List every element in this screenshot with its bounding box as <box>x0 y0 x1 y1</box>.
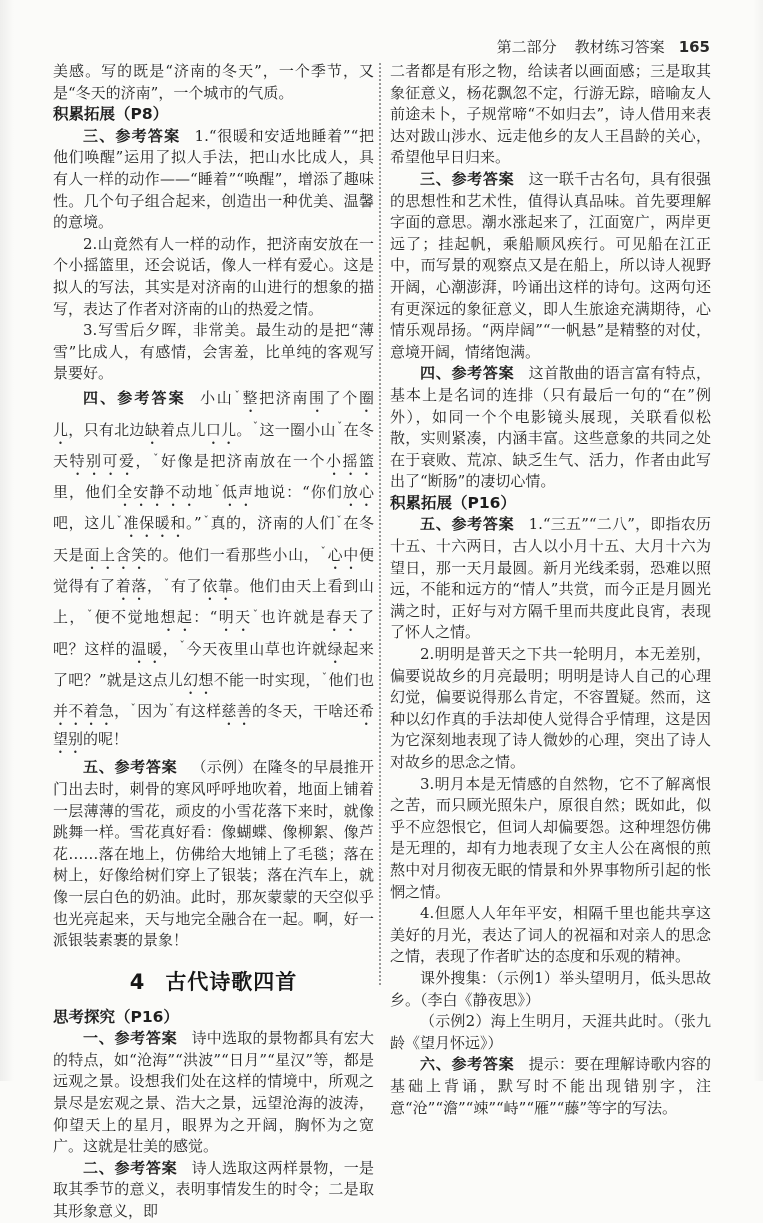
section-header <box>390 493 711 515</box>
left-column <box>53 61 374 1223</box>
page-number: 165 <box>678 38 710 56</box>
paragraph-text: 课外搜集：（示例1）举头望明月，低头思故乡。（李白《静夜思》） <box>390 968 711 1009</box>
paragraph-text: 2.明明是普天之下共一轮明月，本无差别，偏要说故乡的月亮最明；明明是诗人自己的心理幻觉，偏要说得那么肯定，不容置疑。然而，这种以幻作真的手法却使人觉得合乎情理，这是因为它深刻地表现了诗人微妙的心理，突出了诗人对故乡的思念之情。 <box>390 645 711 771</box>
page-header <box>497 36 710 57</box>
answer-text: （示例）在隆冬的早晨推开门出去时，刺骨的寒风呼呼地吹着，地面上铺着一层薄薄的雪花，顽皮的小雪花落下来时，就像跳舞一样。雪花真好看：像蝴蝶、像柳絮、像芦花……落在地上，仿佛给大地铺上了毛毯；落在树上，好像给树们穿上了银装；落在汽车上，就像一层白色的奶油。此时，那灰蒙蒙的天空似乎也光亮起来，天与地完全融合在一起。啊，好一派银装素裹的景象！ <box>53 758 374 950</box>
paragraph-text: 二者都是有形之物，给读者以画面感；三是取其象征意义，杨花飘忽不定，行游无踪，暗喻友人前途未卜，子规常啼“不如归去”，诗人借用来表达对跋山涉水、远走他乡的友人王昌龄的关心，希望他早日归来。 <box>390 62 711 167</box>
header-part-label: 第二部分 <box>496 38 557 56</box>
answer-paragraph <box>390 1054 711 1119</box>
answer-paragraph <box>53 757 374 951</box>
answer-text: 提示：要在理解诗歌内容的基础上背诵，默写时不能出现错别字，注意“沧”“澹”“竦”“峙”“雁”“藤”等字的写法。 <box>390 1055 711 1117</box>
paragraph <box>53 234 374 320</box>
answer-label: 六、参考答案 <box>420 1055 515 1074</box>
section-header-text: 积累拓展（P16） <box>390 493 516 512</box>
answer-text: 1.“很暖和安适地睡着”“把他们唤醒”运用了拟人手法，把山水比成人，具有人一样的动作——“睡着”“唤醒”，增添了趣味性。几个句子组合起来，创造出一种优美、温馨的意境。 <box>53 126 374 232</box>
paragraph-text: 美感。写的既是“济南的冬天”，一个季节，又是“冬天的济南”，一个城市的气质。 <box>53 62 374 102</box>
paragraph <box>390 1011 711 1054</box>
lesson-title <box>53 969 374 995</box>
answer-label: 五、参考答案 <box>83 758 178 777</box>
answer-label: 三、参考答案 <box>83 126 181 145</box>
answer-paragraph <box>53 385 374 757</box>
paragraph-text: 3.明月本是无情感的自然物，它不了解离恨之苦，而只顾光照朱户，原很自然；既如此，似乎不应怨恨它，但词人却偏要怨。这种埋怨仿佛是无理的，却有力地表现了女主人公在离恨的煎熬中对月彻夜无眠的情景和外界事物所引起的怅惘之情。 <box>390 774 711 901</box>
answer-label: 三、参考答案 <box>420 169 515 188</box>
header-section-label: 教材练习答案 <box>574 38 665 56</box>
paragraph-continuation <box>53 61 374 104</box>
paragraph <box>390 774 711 904</box>
paragraph-text: 2.山竟然有人一样的动作，把济南安放在一个小摇篮里，还会说话，像人一样有爱心。这是拟人的写法，其实是对济南的山进行的想象的描写，表达了作者对济南的山的热爱之情。 <box>53 234 374 318</box>
answer-text: 1.“三五”“二八”，即指农历十五、十六两日，古人以小月十五、大月十六为望日，那一天月最圆。新月光线柔弱，恐难以照远，不能和远方的“情人”共赏，而今正是月圆光满之时，正好与对方隔千里而共度此良宵，表现了怀人之情。 <box>390 515 711 642</box>
answer-text: 诗中选取的景物都具有宏大的特点，如“沧海”“洪波”“日月”“星汉”等，都是远观之景。设想我们处在这样的情境中，所观之景尽是宏观之景、浩大之景，远望沧海的波涛，仰望天上的星月，眼界为之开阔，胸怀为之宽广。这就是壮美的感觉。 <box>53 1029 374 1156</box>
answer-label: 一、参考答案 <box>83 1029 178 1048</box>
lesson-number: 4 <box>129 969 146 994</box>
answer-text: 这首散曲的语言富有特点，基本上是名词的连排（只有最后一句的“在”例外），如同一个个电影镜头展现，关联看似松散，实则紧凑，内涵丰富。这些意象的共同之处在于衰败、荒凉、缺乏生气、活力，作者由此写出了“断肠”的凄切心情。 <box>390 364 711 491</box>
paragraph <box>390 968 711 1011</box>
section-header <box>53 1007 374 1029</box>
paragraph <box>53 320 374 385</box>
answer-text-with-stress-marks: 小山$^ˇ$整把济南围了个圈儿，只有北边缺着点儿口儿。$^ˇ$这一圈小山$^ˇ$在冬天特别可爱，$^ˇ$好像是把济南放在一个小摇篮里，他们全安静不动地$^ˇ$低声地说：“你们放心吧，这儿$^ˇ$准保暖和。”$^ˇ$真的，济南的人们$^ˇ$在冬天是面上含笑的。他们一看那些小山，$^ˇ$心中便觉得有了着落，$^ˇ$有了依靠。他们由天上看到山上，$^ˇ$便不觉地想起：“明天$^ˇ$也许就是春天了吧？这样的温暖，$^ˇ$今天夜里山草也许就绿起来了吧？”就是这点儿幻想不能一时实现，$^ˇ$他们也并不着急，$^ˇ$因为$^ˇ$有这样慈善的冬天，干啥还希望别的呢！ <box>53 388 374 749</box>
paragraph-continuation <box>390 61 711 169</box>
paragraph-text: 3.写雪后夕晖，非常美。最生动的是把“薄雪”比成人，有感情，会害羞，比单纯的客观写景要好。 <box>53 321 374 383</box>
section-header-text: 积累拓展（P8） <box>53 105 169 124</box>
right-column <box>390 61 711 1119</box>
answer-paragraph <box>390 169 711 363</box>
answer-paragraph <box>53 1028 374 1158</box>
paragraph-text: 4.但愿人人年年平安，相隔千里也能共享这美好的月光，表达了词人的祝福和对亲人的思念之情，表现了作者旷达的态度和乐观的精神。 <box>390 904 711 966</box>
answer-label: 四、参考答案 <box>420 364 515 383</box>
section-header-text: 思考探究（P16） <box>53 1007 179 1026</box>
answer-label: 五、参考答案 <box>420 515 515 534</box>
paragraph <box>390 644 711 774</box>
answer-label: 四、参考答案 <box>83 389 186 408</box>
lesson-title-text: 古代诗歌四首 <box>165 969 298 994</box>
section-header <box>53 104 374 126</box>
answer-paragraph <box>390 514 711 644</box>
answer-text: 这一联千古名句，具有很强的思想性和艺术性，值得认真品味。首先要理解字面的意思。潮水涨起来了，江面宽广，两岸更远了；挂起帆，乘船顺风疾行。可见船在江正中，而写景的观察点又是在船上，所以诗人视野开阔，心潮澎湃，吟诵出这样的诗句。这两句还有更深远的象征意义，即人生旅途充满期待，心情乐观昂扬。“两岸阔”“一帆悬”是精整的对仗，意境开阔，情绪饱满。 <box>390 169 711 361</box>
answer-paragraph <box>390 363 711 493</box>
answer-label: 二、参考答案 <box>83 1158 178 1177</box>
answer-paragraph <box>53 1158 374 1223</box>
paragraph-text: （示例2）海上生明月，天涯共此时。（张九龄《望月怀远》） <box>390 1012 711 1052</box>
answer-paragraph <box>53 126 374 234</box>
answer-text: 诗人选取这两样景物，一是取其季节的意义，表明事情发生的时令；二是取其形象意义，即 <box>53 1158 374 1221</box>
column-divider <box>379 63 381 985</box>
paragraph <box>390 903 711 968</box>
